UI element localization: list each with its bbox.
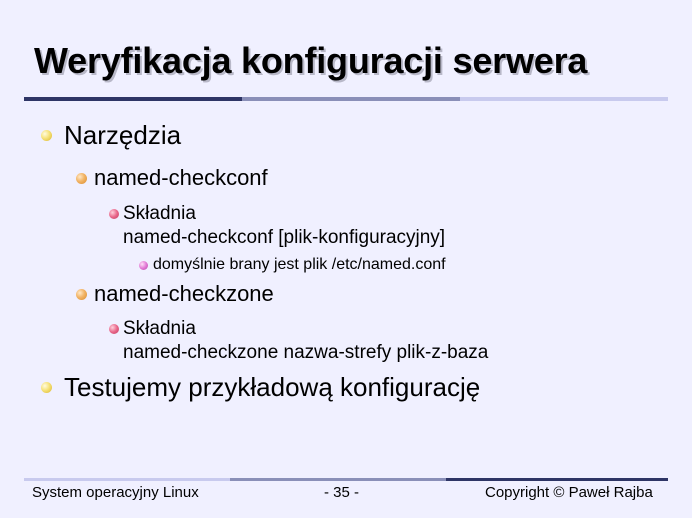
bullet-level3-icon — [109, 209, 119, 219]
bullet-level2-icon — [76, 173, 87, 184]
bullet-text-level3-line1: Składnia — [123, 203, 196, 224]
bullet-text-level3-line2: named-checkzone nazwa-strefy plik-z-baza — [123, 342, 489, 363]
slide-title: Weryfikacja konfiguracji serwera — [34, 40, 588, 81]
bullet-text-level3-line2: named-checkconf [plik-konfiguracyjny] — [123, 227, 446, 248]
title-rule-mid — [242, 97, 460, 101]
footer-rule-light — [24, 478, 230, 481]
footer-rule-dark — [446, 478, 668, 481]
footer-right: Copyright © Paweł Rajba — [485, 484, 653, 501]
bullet-text-level1: Testujemy przykładową konfigurację — [64, 372, 481, 402]
bullet-level1-icon — [41, 382, 52, 393]
bullet-text-level4: domyślnie brany jest plik /etc/named.conf — [153, 256, 446, 273]
bullet-level1-icon — [41, 130, 52, 141]
title-rule-light — [460, 97, 668, 101]
bullet-text-level2: named-checkconf — [94, 165, 268, 190]
bullet-level4-icon — [139, 261, 148, 270]
bullet-text-level1: Narzędzia — [64, 120, 182, 150]
footer-left: System operacyjny Linux — [32, 484, 199, 501]
footer-rule-mid — [230, 478, 446, 481]
bullet-level2-icon — [76, 289, 87, 300]
bullet-text-level3-line1: Składnia — [123, 318, 196, 339]
bullet-level3-icon — [109, 324, 119, 334]
bullet-text-level2: named-checkzone — [94, 281, 274, 306]
footer-page-number: - 35 - — [324, 484, 360, 501]
title-rule-dark — [24, 97, 242, 101]
